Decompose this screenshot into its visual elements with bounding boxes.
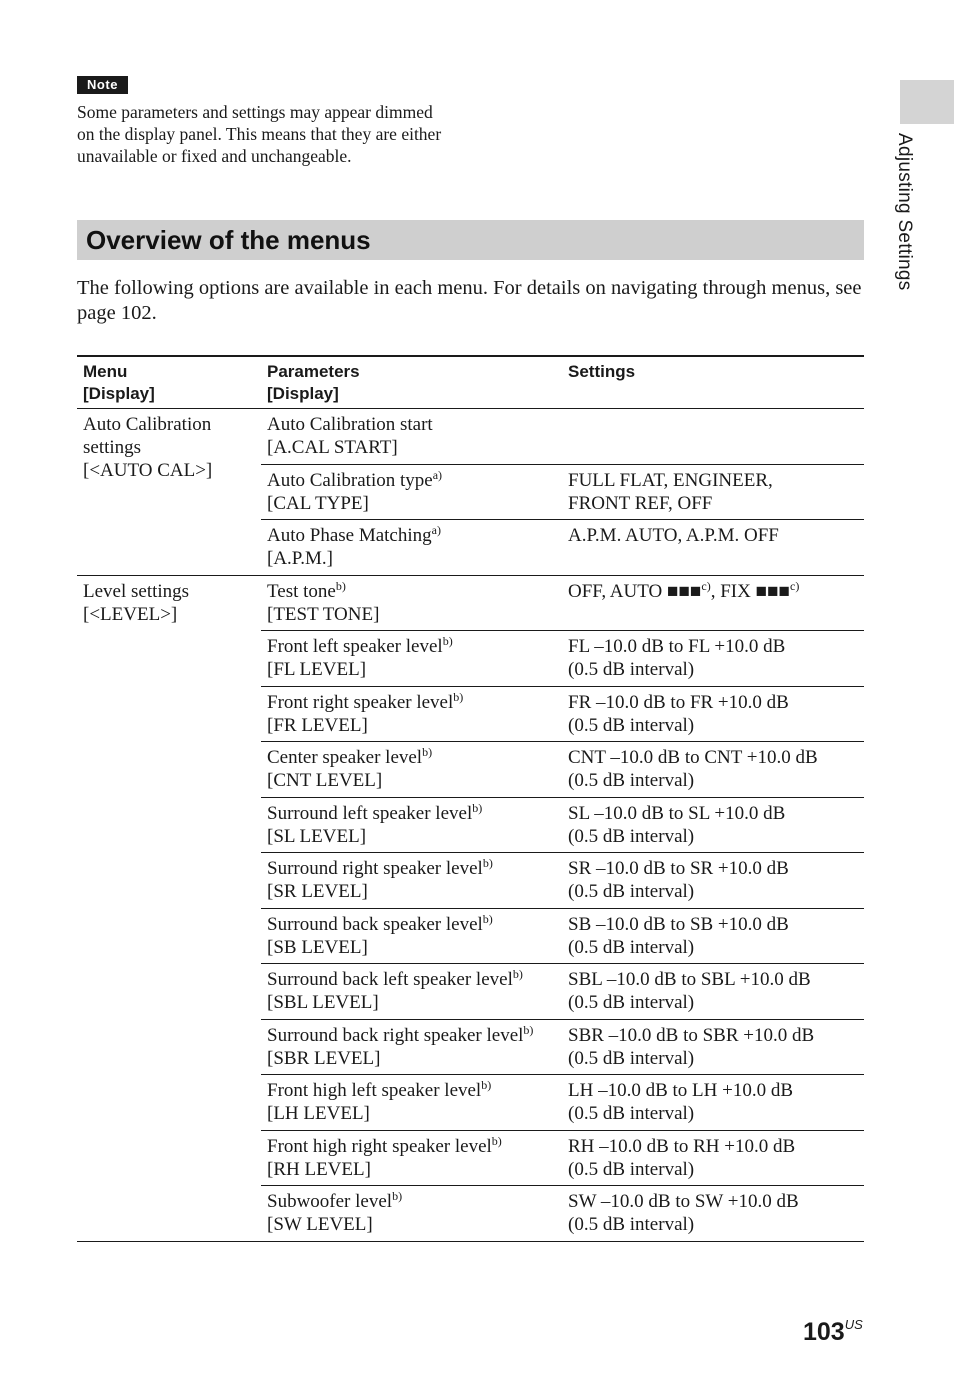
section-title: Overview of the menus xyxy=(86,225,371,255)
settings-cell xyxy=(562,797,864,853)
note-text: Some parameters and settings may appear dimmed on the display panel. This means that they are either unavailable or fixed and unchangeable. xyxy=(77,102,442,166)
header-menu-line: Menu xyxy=(83,362,128,381)
parameter-display: [SL LEVEL] xyxy=(267,825,367,847)
settings-line: (0.5 dB interval) xyxy=(568,825,695,847)
parameter-name: Surround back speaker level xyxy=(267,913,483,935)
footnote-ref: b) xyxy=(472,800,483,815)
footnote-ref: b) xyxy=(482,911,493,926)
parameter-name: Surround back left speaker level xyxy=(267,969,513,990)
settings-cell xyxy=(562,520,864,576)
menu-cell xyxy=(77,409,261,576)
settings-line: FRONT REF, OFF xyxy=(568,492,713,514)
settings-cell xyxy=(562,1130,864,1186)
parameter-cell xyxy=(261,520,562,576)
parameter-name: Surround right speaker level xyxy=(267,858,483,879)
footnote-ref: b) xyxy=(422,745,433,759)
settings-cell xyxy=(562,742,864,798)
page-number-suffix: US xyxy=(844,1317,863,1332)
channel-blocks-icon: ■■■ xyxy=(755,580,791,602)
intro-paragraph: The following options are available in each menu. For details on navigating through menus, see page 102. xyxy=(77,277,862,324)
header-settings xyxy=(562,356,864,409)
parameter-cell xyxy=(261,1186,562,1242)
note-badge: Note xyxy=(77,76,128,94)
settings-line: (0.5 dB interval) xyxy=(568,936,695,958)
settings-line: (0.5 dB interval) xyxy=(568,881,695,902)
menu-line: Level settings xyxy=(83,580,190,602)
parameter-display: [LH LEVEL] xyxy=(267,1103,370,1124)
parameter-display: [CNT LEVEL] xyxy=(267,770,383,791)
parameter-display: [A.P.M.] xyxy=(267,548,333,569)
parameter-cell xyxy=(261,409,562,465)
footnote-ref: b) xyxy=(482,856,493,870)
parameter-name: Auto Calibration start xyxy=(267,414,433,435)
settings-cell xyxy=(562,1019,864,1075)
parameter-display: [SBR LEVEL] xyxy=(267,1047,381,1069)
settings-line: SR –10.0 dB to SR +10.0 dB xyxy=(568,858,789,879)
settings-cell xyxy=(562,464,864,520)
parameter-cell xyxy=(261,853,562,909)
parameter-name: Front left speaker level xyxy=(267,636,443,657)
settings-line: SW –10.0 dB to SW +10.0 dB xyxy=(568,1191,799,1212)
parameter-name: Test tone xyxy=(267,580,336,602)
settings-line: (0.5 dB interval) xyxy=(568,1158,695,1180)
parameter-display: [A.CAL START] xyxy=(267,437,398,458)
footnote-ref: b) xyxy=(512,967,523,981)
settings-line: FR –10.0 dB to FR +10.0 dB xyxy=(568,691,789,713)
footnote-ref: b) xyxy=(335,578,346,593)
footnote-ref: a) xyxy=(431,523,441,537)
settings-cell xyxy=(562,908,864,964)
parameter-cell xyxy=(261,742,562,798)
parameter-display: [FL LEVEL] xyxy=(267,659,367,680)
settings-line: FULL FLAT, ENGINEER, xyxy=(568,469,773,491)
settings-line: CNT –10.0 dB to CNT +10.0 dB xyxy=(568,747,818,768)
settings-line: RH –10.0 dB to RH +10.0 dB xyxy=(568,1135,796,1157)
settings-line: (0.5 dB interval) xyxy=(568,1214,695,1235)
footnote-ref: b) xyxy=(523,1022,534,1037)
parameter-display: [SW LEVEL] xyxy=(267,1214,373,1235)
menu-overview-table xyxy=(77,355,864,1242)
section-heading-bar xyxy=(77,220,864,260)
footnote-ref: b) xyxy=(481,1078,492,1092)
settings-line: (0.5 dB interval) xyxy=(568,714,695,736)
menu-line: [<LEVEL>] xyxy=(83,603,178,625)
menu-line: Auto Calibration xyxy=(83,414,212,435)
table-row xyxy=(77,409,864,465)
parameter-cell xyxy=(261,1130,562,1186)
footnote-ref: b) xyxy=(442,634,453,648)
parameter-name: Surround back right speaker level xyxy=(267,1024,524,1046)
settings-line: (0.5 dB interval) xyxy=(568,1047,695,1069)
settings-line: (0.5 dB interval) xyxy=(568,659,695,680)
settings-line: (0.5 dB interval) xyxy=(568,770,695,791)
parameter-cell xyxy=(261,464,562,520)
menu-line: settings xyxy=(83,437,142,458)
table-header-row xyxy=(77,356,864,409)
side-tab-label: Adjusting Settings xyxy=(894,133,915,291)
parameter-cell xyxy=(261,631,562,687)
parameter-cell xyxy=(261,1019,562,1075)
menu-cell xyxy=(77,575,261,1241)
parameter-display: [SR LEVEL] xyxy=(267,881,368,902)
settings-cell xyxy=(562,631,864,687)
header-settings-line: Settings xyxy=(568,362,636,381)
settings-cell xyxy=(562,409,864,465)
settings-line: (0.5 dB interval) xyxy=(568,992,695,1013)
footnote-ref: c) xyxy=(701,578,711,593)
footnote-ref: a) xyxy=(432,467,443,482)
parameter-cell xyxy=(261,686,562,742)
page-number-value: 103 xyxy=(803,1318,845,1346)
parameter-name: Auto Calibration type xyxy=(267,469,433,491)
channel-blocks-icon: ■■■ xyxy=(666,580,702,602)
parameter-display: [SBL LEVEL] xyxy=(267,992,379,1013)
header-menu xyxy=(77,356,261,409)
parameter-display: [TEST TONE] xyxy=(267,603,380,625)
settings-text: , FIX xyxy=(710,580,756,602)
parameter-cell xyxy=(261,575,562,631)
settings-line: SBR –10.0 dB to SBR +10.0 dB xyxy=(568,1024,815,1046)
parameter-cell xyxy=(261,1075,562,1131)
header-menu-line: [Display] xyxy=(83,384,155,403)
parameter-name: Subwoofer level xyxy=(267,1191,393,1212)
header-parameters-line: [Display] xyxy=(267,384,339,403)
settings-line: A.P.M. AUTO, A.P.M. OFF xyxy=(568,525,779,546)
parameter-name: Surround left speaker level xyxy=(267,802,473,824)
parameter-name: Front right speaker level xyxy=(267,691,454,713)
settings-text: OFF, AUTO xyxy=(568,580,667,602)
footnote-ref: b) xyxy=(453,689,464,704)
parameter-cell xyxy=(261,964,562,1020)
footnote-ref: b) xyxy=(491,1133,502,1148)
settings-line: SBL –10.0 dB to SBL +10.0 dB xyxy=(568,969,811,990)
side-tab-marker xyxy=(900,80,954,124)
parameter-display: [CAL TYPE] xyxy=(267,492,369,514)
parameter-name: Center speaker level xyxy=(267,747,423,768)
page-number xyxy=(803,1311,863,1346)
settings-line: SB –10.0 dB to SB +10.0 dB xyxy=(568,913,789,935)
parameter-cell xyxy=(261,797,562,853)
parameter-display: [SB LEVEL] xyxy=(267,936,368,958)
settings-cell xyxy=(562,1186,864,1242)
settings-line: (0.5 dB interval) xyxy=(568,1103,695,1124)
table-row xyxy=(77,575,864,631)
menu-line: [<AUTO CAL>] xyxy=(83,460,213,481)
settings-cell xyxy=(562,964,864,1020)
header-parameters xyxy=(261,356,562,409)
footnote-ref: c) xyxy=(790,578,800,593)
settings-cell xyxy=(562,686,864,742)
settings-line: LH –10.0 dB to LH +10.0 dB xyxy=(568,1080,793,1101)
header-parameters-line: Parameters xyxy=(267,362,360,381)
parameter-name: Auto Phase Matching xyxy=(267,525,432,546)
settings-cell xyxy=(562,575,864,631)
settings-line: SL –10.0 dB to SL +10.0 dB xyxy=(568,802,786,824)
parameter-name: Front high left speaker level xyxy=(267,1080,482,1101)
parameter-display: [FR LEVEL] xyxy=(267,714,368,736)
settings-line: FL –10.0 dB to FL +10.0 dB xyxy=(568,636,786,657)
parameter-cell xyxy=(261,908,562,964)
parameter-display: [RH LEVEL] xyxy=(267,1158,371,1180)
settings-cell xyxy=(562,853,864,909)
parameter-name: Front high right speaker level xyxy=(267,1135,492,1157)
footnote-ref: b) xyxy=(392,1189,403,1203)
settings-cell xyxy=(562,1075,864,1131)
